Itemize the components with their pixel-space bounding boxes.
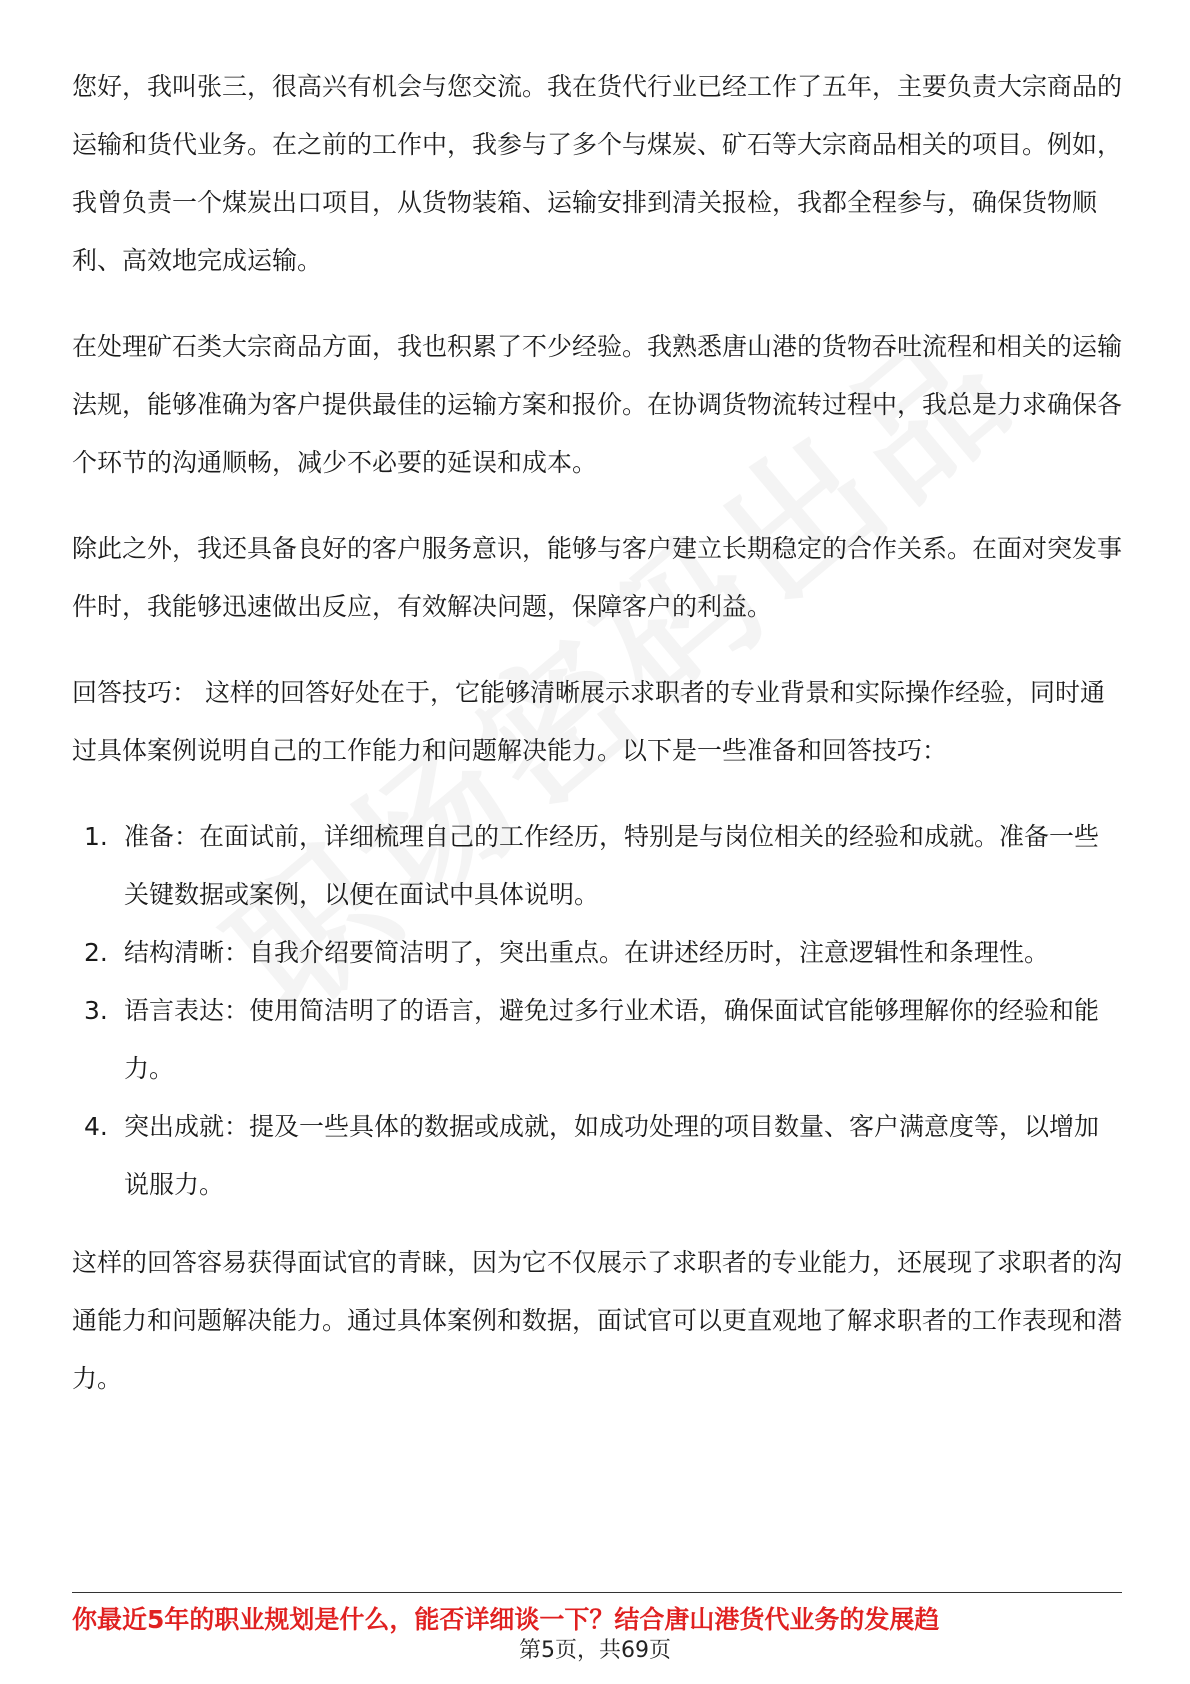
document-body bbox=[72, 58, 1122, 1436]
list-item bbox=[72, 924, 1122, 982]
list-item bbox=[72, 1098, 1122, 1214]
list-number: 4. bbox=[84, 1112, 108, 1141]
answer-paragraph-2: 在处理矿石类大宗商品方面，我也积累了不少经验。我熟悉唐山港的货物吞吐流程和相关的运输法规，能够准确为客户提供最佳的运输方案和报价。在协调货物流转过程中，我总是力求确保各个环节的沟通顺畅，减少不必要的延误和成本。 bbox=[72, 332, 1123, 477]
list-number: 2. bbox=[84, 938, 108, 967]
tips-list bbox=[72, 808, 1122, 1214]
list-item bbox=[72, 982, 1122, 1098]
next-question-heading: 你最近5年的职业规划是什么，能否详细谈一下？结合唐山港货代业务的发展趋 bbox=[72, 1605, 940, 1634]
list-item-text: 结构清晰：自我介绍要简洁明了，突出重点。在讲述经历时，注意逻辑性和条理性。 bbox=[124, 938, 1050, 967]
list-number: 3. bbox=[84, 996, 108, 1025]
list-item-text: 准备：在面试前，详细梳理自己的工作经历，特别是与岗位相关的经验和成就。准备一些关键数据或案例，以便在面试中具体说明。 bbox=[124, 822, 1100, 909]
closing-paragraph: 这样的回答容易获得面试官的青睐，因为它不仅展示了求职者的专业能力，还展现了求职者的沟通能力和问题解决能力。通过具体案例和数据，面试官可以更直观地了解求职者的工作表现和潜力。 bbox=[72, 1248, 1123, 1393]
list-item bbox=[72, 808, 1122, 924]
list-number: 1. bbox=[84, 822, 108, 851]
answer-paragraph-3: 除此之外，我还具备良好的客户服务意识，能够与客户建立长期稳定的合作关系。在面对突发事件时，我能够迅速做出反应，有效解决问题，保障客户的利益。 bbox=[72, 534, 1123, 621]
tips-intro-paragraph: 回答技巧： 这样的回答好处在于，它能够清晰展示求职者的专业背景和实际操作经验，同时通过具体案例说明自己的工作能力和问题解决能力。以下是一些准备和回答技巧： bbox=[72, 678, 1105, 765]
answer-paragraph-1: 您好，我叫张三，很高兴有机会与您交流。我在货代行业已经工作了五年，主要负责大宗商品的运输和货代业务。在之前的工作中，我参与了多个与煤炭、矿石等大宗商品相关的项目。例如，我曾负责一个煤炭出口项目，从货物装箱、运输安排到清关报检，我都全程参与，确保货物顺利、高效地完成运输。 bbox=[72, 72, 1123, 275]
divider bbox=[72, 1592, 1122, 1593]
page-number: 第5页，共69页 bbox=[519, 1638, 671, 1663]
list-item-text: 突出成就：提及一些具体的数据或成就，如成功处理的项目数量、客户满意度等，以增加说服力。 bbox=[124, 1112, 1100, 1199]
list-item-text: 语言表达：使用简洁明了的语言，避免过多行业术语，确保面试官能够理解你的经验和能力。 bbox=[124, 996, 1100, 1083]
